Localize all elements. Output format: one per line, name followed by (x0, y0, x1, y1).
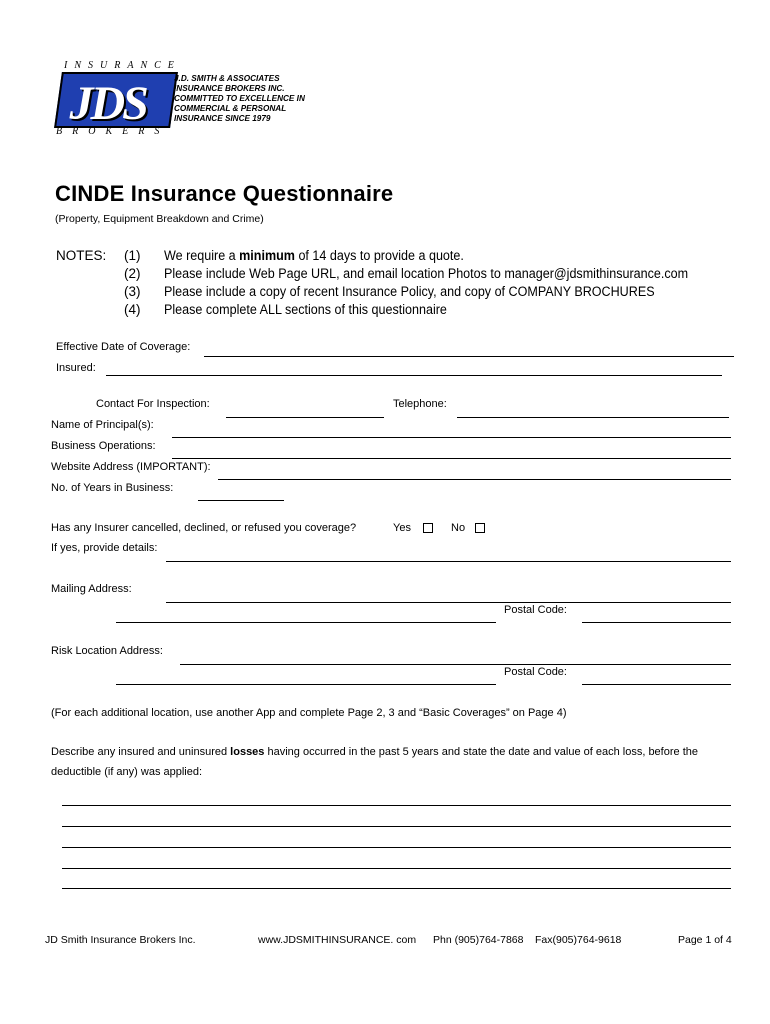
losses-field-line[interactable] (62, 868, 731, 869)
no-checkbox[interactable] (475, 523, 485, 533)
losses-field-line[interactable] (62, 805, 731, 806)
insured-label: Insured: (56, 362, 96, 374)
logo-tagline-line: COMMERCIAL & PERSONAL (174, 104, 287, 113)
logo-tagline-line: INSURANCE SINCE 1979 (174, 114, 271, 123)
risk-postal-code-field[interactable] (582, 684, 731, 685)
details-field[interactable] (166, 561, 731, 562)
footer-page-number: Page 1 of 4 (678, 934, 732, 946)
losses-field-line[interactable] (62, 847, 731, 848)
operations-label: Business Operations: (51, 440, 156, 452)
principals-field[interactable] (172, 437, 731, 438)
no-label: No (451, 522, 466, 534)
postal-code-field[interactable] (582, 622, 731, 623)
postal-code-label: Postal Code: (504, 666, 567, 678)
additional-location-note: (For each additional location, use another App and complete Page 2, 3 and “Basic Coverages” on Page 4) (51, 707, 567, 719)
losses-instructions-line2: deductible (if any) was applied: (51, 766, 203, 778)
yes-checkbox[interactable] (423, 523, 433, 533)
note-text (164, 248, 464, 263)
mailing-label: Mailing Address: (51, 583, 132, 595)
logo-tagline-line: COMMITTED TO EXCELLENCE IN (174, 94, 305, 103)
losses-text-bold: losses (230, 746, 265, 758)
notes-label: NOTES: (56, 248, 107, 263)
note-number: (4) (124, 302, 141, 317)
contact-label: Contact For Inspection: (96, 398, 210, 410)
logo-mark: JDS (69, 77, 146, 130)
note-text-bold: minimum (239, 248, 295, 263)
logo-tagline-line: J.D. SMITH & ASSOCIATES (174, 74, 280, 83)
footer-fax: Fax(905)764-9618 (535, 934, 622, 946)
losses-instructions (51, 746, 698, 758)
operations-field[interactable] (172, 458, 731, 459)
risk-location-label: Risk Location Address: (51, 645, 163, 657)
yes-label: Yes (393, 522, 411, 534)
losses-text-part: Describe any insured and uninsured (51, 746, 231, 758)
note-text: Please include a copy of recent Insurance Policy, and copy of COMPANY BROCHURES (164, 284, 655, 299)
note-text-part: We require a (164, 248, 240, 263)
logo-mark-box (54, 72, 178, 128)
risk-location-field-line2[interactable] (116, 684, 496, 685)
telephone-field[interactable] (457, 417, 729, 418)
losses-field-line[interactable] (62, 826, 731, 827)
footer-company: JD Smith Insurance Brokers Inc. (45, 934, 196, 946)
page-subtitle: (Property, Equipment Breakdown and Crime) (55, 213, 264, 225)
footer-phone: Phn (905)764-7868 (433, 934, 524, 946)
note-number: (3) (124, 284, 141, 299)
note-text-part: of 14 days to provide a quote. (294, 248, 464, 263)
losses-text-part: having occurred in the past 5 years and state the date and value of each loss, before the (264, 746, 698, 758)
note-text: Please complete ALL sections of this questionnaire (164, 302, 447, 317)
note-text: Please include Web Page URL, and email location Photos to manager@jdsmithinsurance.com (164, 266, 689, 281)
principals-label: Name of Principal(s): (51, 419, 154, 431)
cancelled-question: Has any Insurer cancelled, declined, or refused you coverage? (51, 522, 357, 534)
website-field[interactable] (218, 479, 731, 480)
insured-field[interactable] (106, 375, 722, 376)
years-label: No. of Years in Business: (51, 482, 174, 494)
footer-website[interactable]: www.JDSMITHINSURANCE. com (258, 934, 417, 946)
logo-tagline-line: INSURANCE BROKERS INC. (174, 84, 285, 93)
company-logo (52, 60, 322, 142)
years-field[interactable] (198, 500, 284, 501)
logo-tagline (174, 74, 305, 124)
telephone-label: Telephone: (393, 398, 447, 410)
logo-top-word: INSURANCE (64, 60, 181, 71)
postal-code-label: Postal Code: (504, 604, 567, 616)
note-number: (1) (124, 248, 141, 263)
logo-bottom-word: BROKERS (56, 126, 170, 137)
effective-date-field[interactable] (204, 356, 734, 357)
mailing-field-line2[interactable] (116, 622, 496, 623)
contact-field[interactable] (226, 417, 384, 418)
losses-field-line[interactable] (62, 888, 731, 889)
mailing-field-line1[interactable] (166, 602, 731, 603)
details-label: If yes, provide details: (51, 542, 158, 554)
effective-date-label: Effective Date of Coverage: (56, 341, 191, 353)
website-label: Website Address (IMPORTANT): (51, 461, 211, 473)
risk-location-field-line1[interactable] (180, 664, 731, 665)
page-title: CINDE Insurance Questionnaire (55, 181, 394, 206)
note-number: (2) (124, 266, 141, 281)
